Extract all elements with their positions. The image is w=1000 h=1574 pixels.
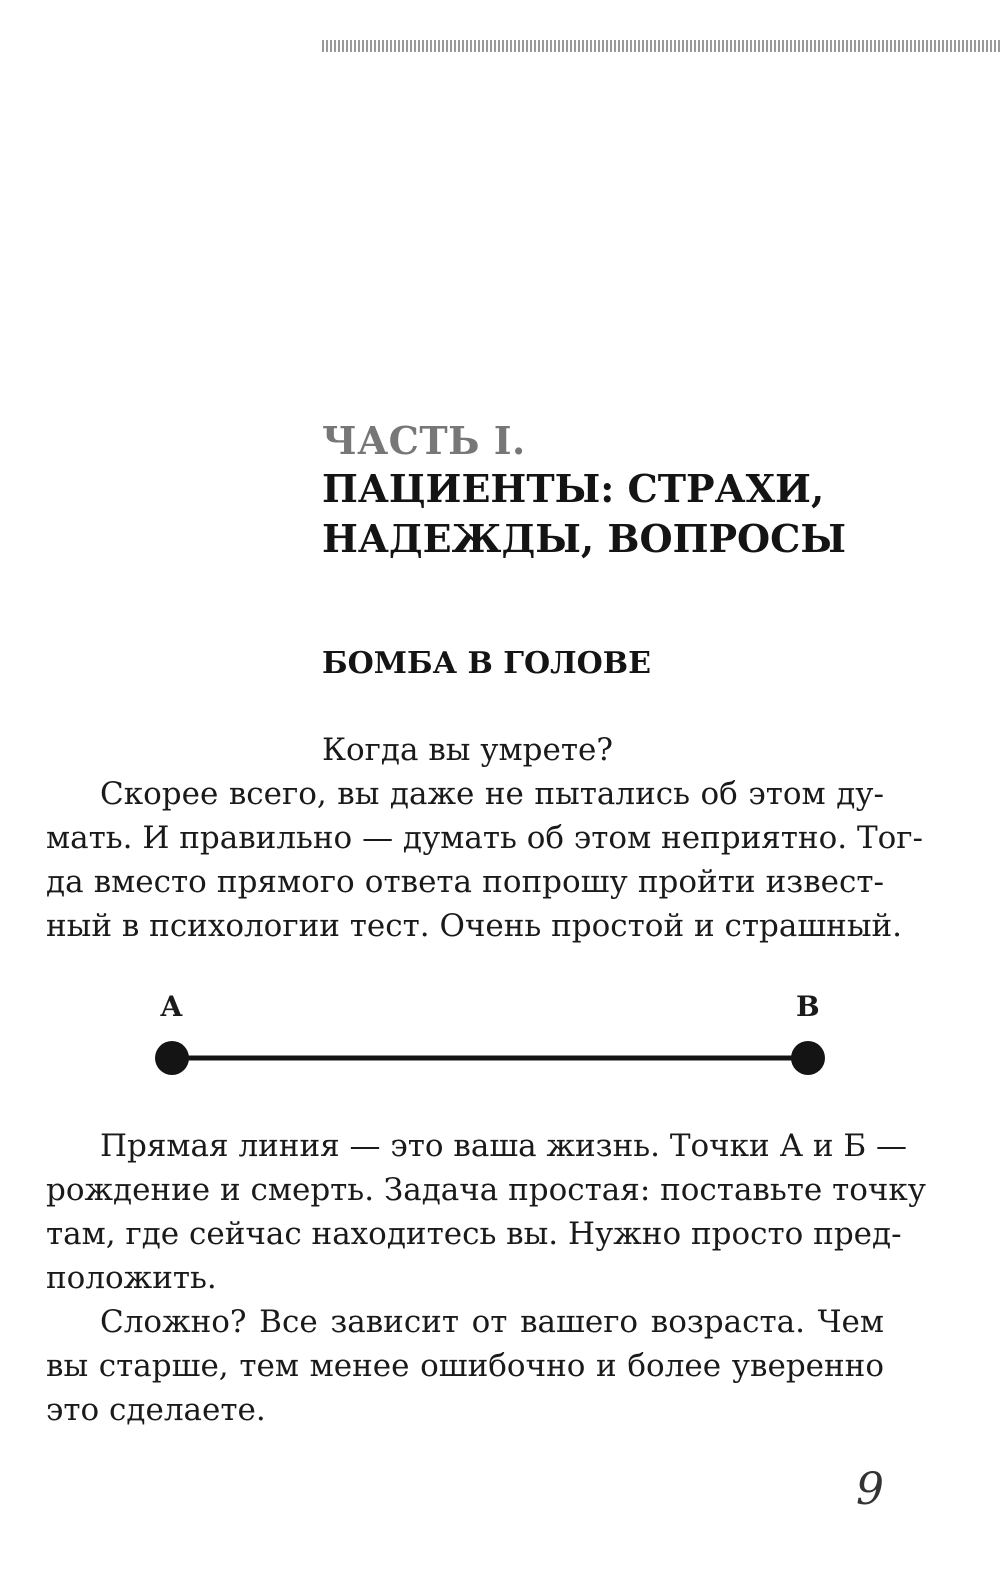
paragraph-1 (46, 772, 924, 948)
text-line: да вместо прямого ответа попрошу пройти извест- (46, 864, 884, 900)
text-line: Сложно? Все зависит от вашего возраста. Чем (100, 1304, 884, 1340)
point-a-dot (155, 1041, 189, 1075)
part-title (322, 464, 846, 564)
page-number: 9 (856, 1464, 884, 1515)
life-line-svg (140, 990, 860, 1100)
text-line: рождение и смерть. Задача простая: поставьте точку (46, 1172, 927, 1208)
text-line: положить. (46, 1260, 217, 1296)
paragraph-3 (46, 1300, 884, 1432)
text-line: это сделаете. (46, 1392, 266, 1428)
text-line: вы старше, тем менее ошибочно и более уверенно (46, 1348, 884, 1384)
text-line: ный в психологии тест. Очень простой и страшный. (46, 908, 903, 944)
text-line: мать. И правильно — думать об этом неприятно. Тог- (46, 820, 924, 856)
point-a-label: А (160, 990, 183, 1023)
life-line-diagram (140, 990, 860, 1100)
opening-question: Когда вы умрете? (322, 732, 613, 768)
text-line: Скорее всего, вы даже не пытались об этом ду- (100, 776, 884, 812)
part-title-line: НАДЕЖДЫ, ВОПРОСЫ (322, 516, 847, 561)
section-title: БОМБА В ГОЛОВЕ (322, 646, 652, 681)
point-b-label: В (796, 990, 820, 1023)
text-line: Прямая линия — это ваша жизнь. Точки А и Б — (100, 1128, 908, 1164)
point-b-dot (791, 1041, 825, 1075)
paragraph-2 (46, 1124, 927, 1300)
text-line: там, где сейчас находитесь вы. Нужно просто пред- (46, 1216, 902, 1252)
part-title-line: ПАЦИЕНТЫ: СТРАХИ, (322, 466, 825, 511)
header-rule (322, 40, 1000, 52)
part-label: ЧАСТЬ I. (322, 418, 526, 463)
